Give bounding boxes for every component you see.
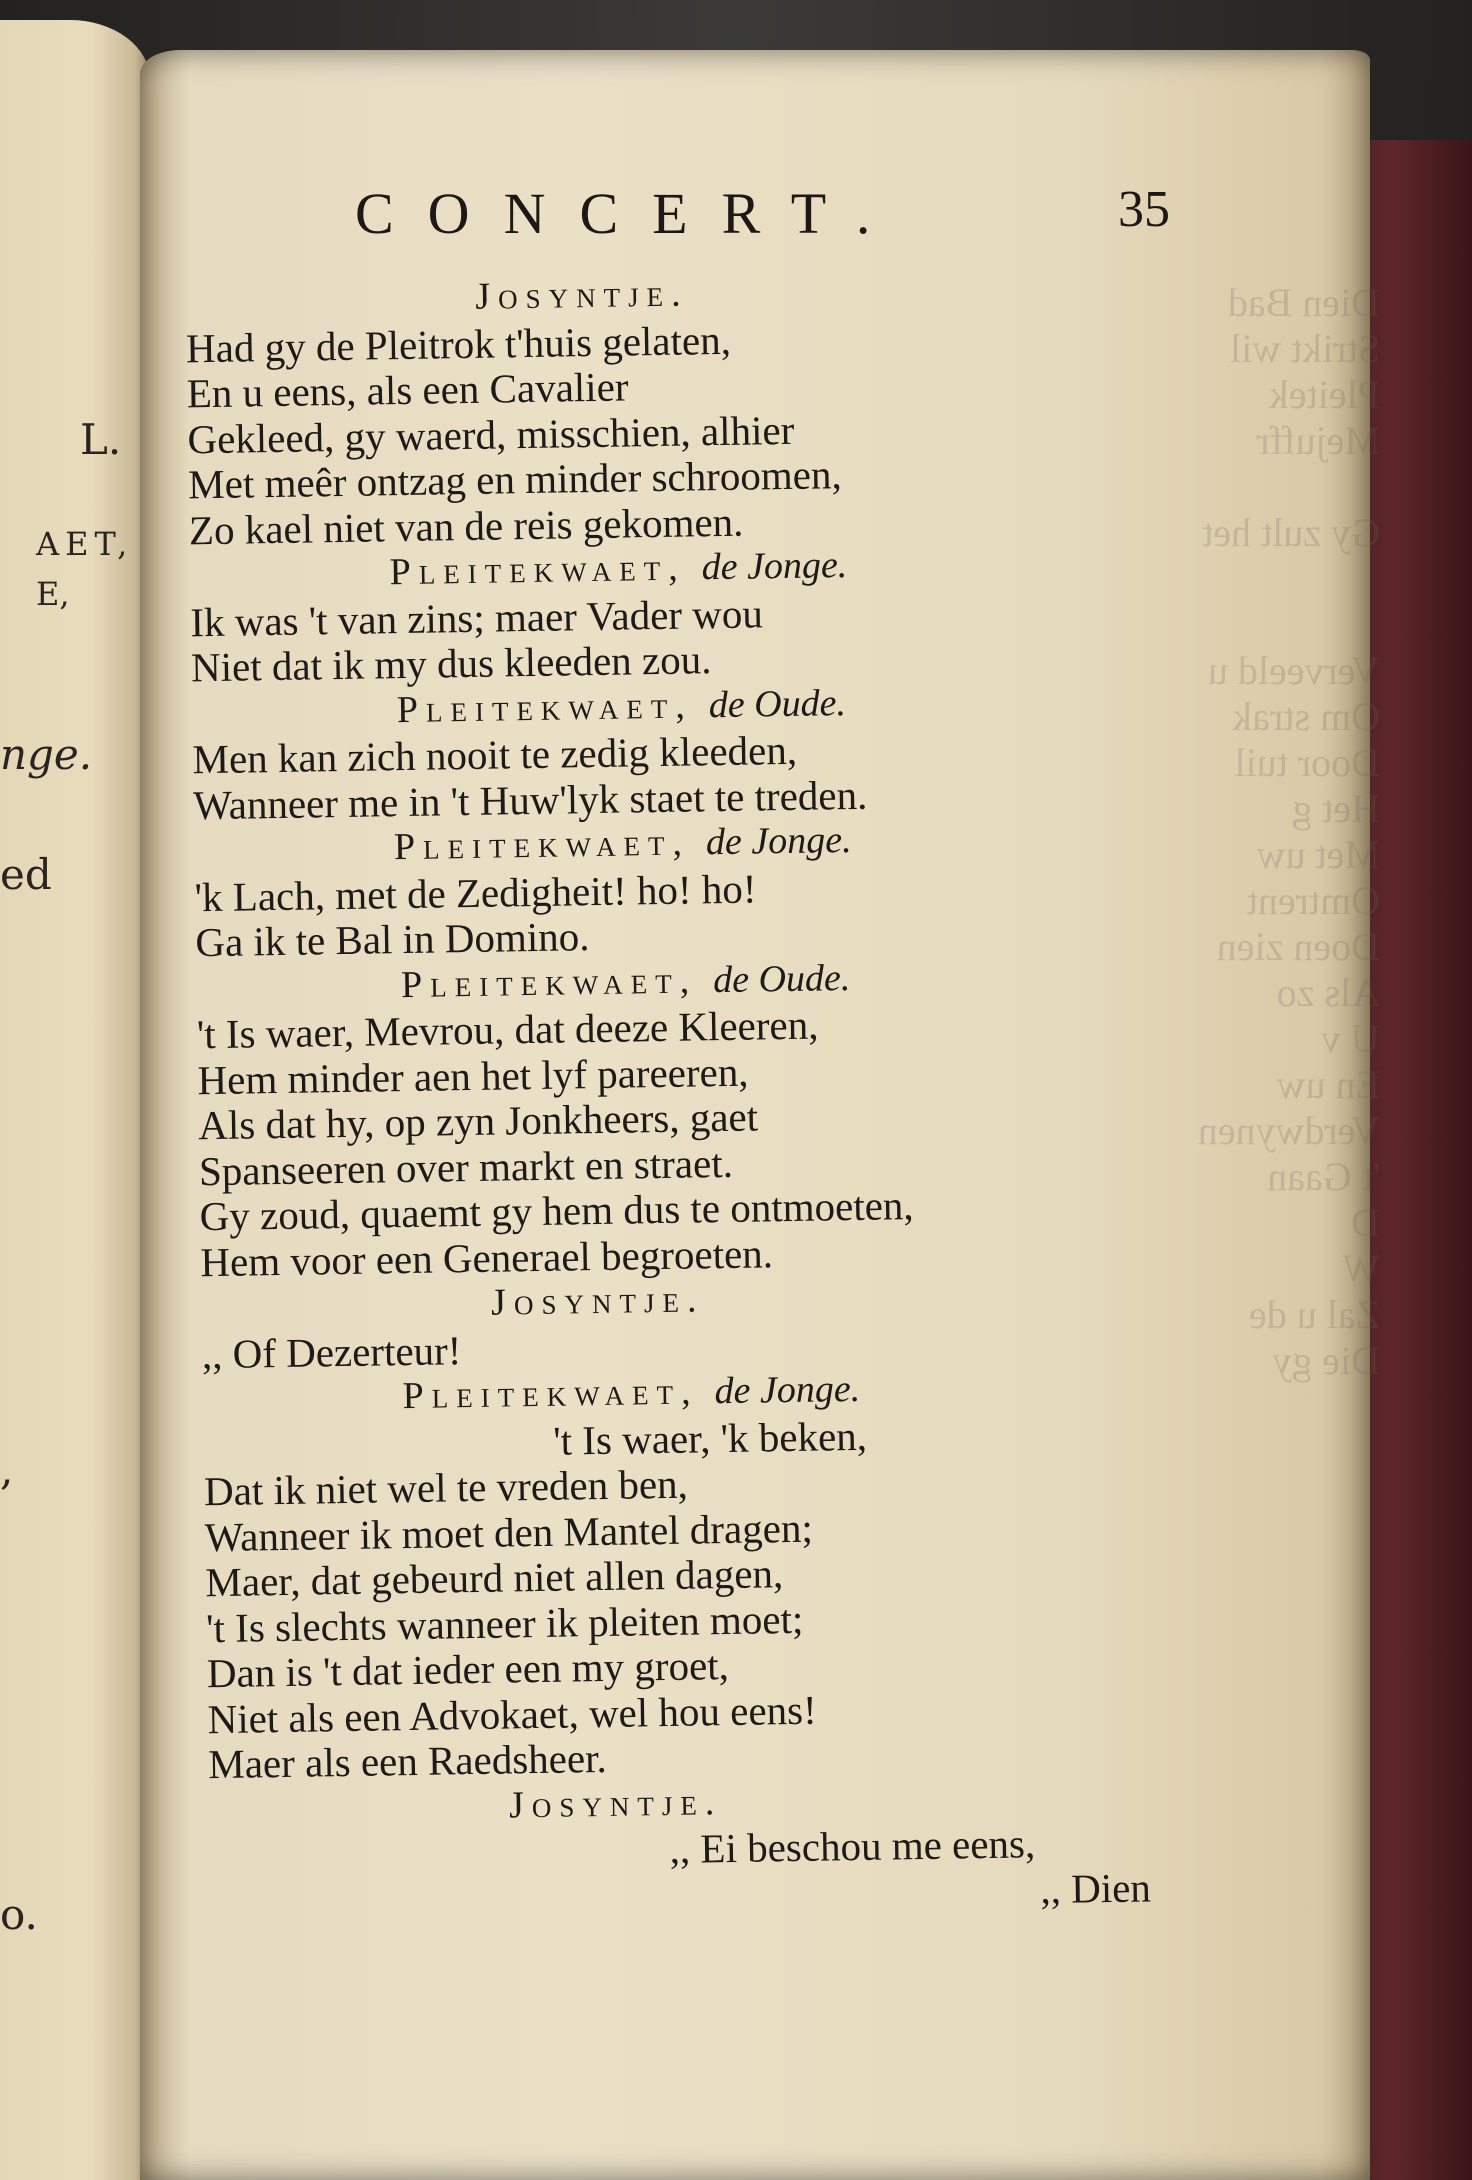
- speaker-name: Pleitekwaet,: [389, 546, 686, 594]
- left-page-fragment: ed: [0, 850, 52, 899]
- verse-line: ,, Of Dezerteur!: [201, 1326, 462, 1377]
- speaker-role: de Jonge.: [701, 544, 848, 589]
- verse-text: [145, 264, 1211, 1926]
- verse-line: 'k Lach, met de Zedigheit! ho! ho!: [194, 864, 757, 920]
- speaker-role: de Oude.: [708, 681, 847, 726]
- verse-line: Maer, dat gebeurd niet allen dagen,: [205, 1550, 784, 1606]
- verse-line: Gy zoud, quaemt gy hem dus te ontmoeten,: [199, 1182, 914, 1240]
- verse-line: Gekleed, gy waerd, misschien, alhier: [187, 406, 795, 462]
- verse-line: Spanseeren over markt en straet.: [198, 1139, 734, 1194]
- verse-line: Met meêr ontzag en minder schroomen,: [187, 451, 842, 508]
- verse-line: Wanneer me in 't Huw'lyk staet te treden.: [192, 771, 868, 828]
- left-page: [0, 20, 150, 2180]
- verse-line: Als dat hy, op zyn Jonkheers, gaet: [197, 1093, 759, 1149]
- verse-line: Had gy de Pleitrok t'huis gelaten,: [185, 316, 732, 371]
- speaker-name: Pleitekwaet,: [396, 683, 694, 731]
- verse-line: Zo kael niet van de reis gekomen.: [188, 498, 744, 553]
- verse-line: Niet als een Advokaet, wel hou eens!: [207, 1686, 818, 1742]
- left-page-fragment: E,: [36, 575, 70, 613]
- left-page-fragment: nge.: [0, 730, 93, 779]
- speaker-name: Josyntje.: [508, 1780, 723, 1826]
- speaker-name: Pleitekwaet,: [402, 1370, 699, 1418]
- running-title: CONCERT.: [355, 181, 905, 246]
- verse-line: Dan is 't dat ieder een my groet,: [206, 1642, 730, 1697]
- left-page-fragment: AET,: [36, 525, 134, 563]
- speaker-role: de Jonge.: [714, 1367, 861, 1413]
- speaker-name: Josyntje.: [490, 1278, 705, 1324]
- verse-line: Hem voor een Generael begroeten.: [200, 1229, 774, 1285]
- verse-line: Niet dat ik my dus kleeden zou.: [190, 636, 712, 691]
- left-page-fragment: o.: [0, 1890, 38, 1939]
- verse-line: 't Is waer, 'k beken,: [552, 1412, 868, 1464]
- verse-line: Wanneer ik moet den Mantel dragen;: [204, 1504, 814, 1560]
- verse-line: En u eens, als een Cavalier: [186, 363, 629, 417]
- left-page-fragment: L.: [80, 415, 122, 464]
- verse-line: Maer als een Raedsheer.: [207, 1734, 608, 1788]
- speaker-role: de Jonge.: [705, 818, 852, 864]
- left-page-fragment: ,: [0, 1445, 14, 1494]
- verse-line: 't Is slechts wanneer ik pleiten moet;: [205, 1595, 804, 1651]
- show-through-text: Dien Bad Strikt wil Pleitek Mejuffr Gy zult het Verveeld u Om strak Door tuil Het g Met uw Omtrent Doen zien Als zo U v En uw Verdwynen 't Gaan D W Zal u de Die gy: [1197, 280, 1380, 1383]
- verse-line: Hem minder aen het lyf pareeren,: [197, 1048, 749, 1103]
- speaker-name: Pleitekwaet,: [400, 958, 698, 1006]
- verse-line: 't Is waer, Mevrou, dat deeze Kleeren,: [196, 1001, 819, 1058]
- verse-line: Ga ik te Bal in Domino.: [195, 913, 590, 966]
- verse-line: ,, Ei beschou me eens,: [669, 1820, 1036, 1872]
- page-number: 35: [1118, 181, 1170, 238]
- speaker-name: Pleitekwaet,: [393, 821, 691, 869]
- verse-line: ,, Dien: [1040, 1863, 1152, 1912]
- verse-line: Men kan zich nooit te zedig kleeden,: [192, 726, 798, 783]
- verse-line: Ik was 't van zins; maer Vader wou: [190, 589, 764, 645]
- page-header: [220, 180, 1170, 260]
- speaker-role: de Oude.: [712, 956, 851, 1001]
- speaker-name: Josyntje.: [474, 272, 689, 318]
- verse-line: Dat ik niet wel te vreden ben,: [203, 1460, 689, 1515]
